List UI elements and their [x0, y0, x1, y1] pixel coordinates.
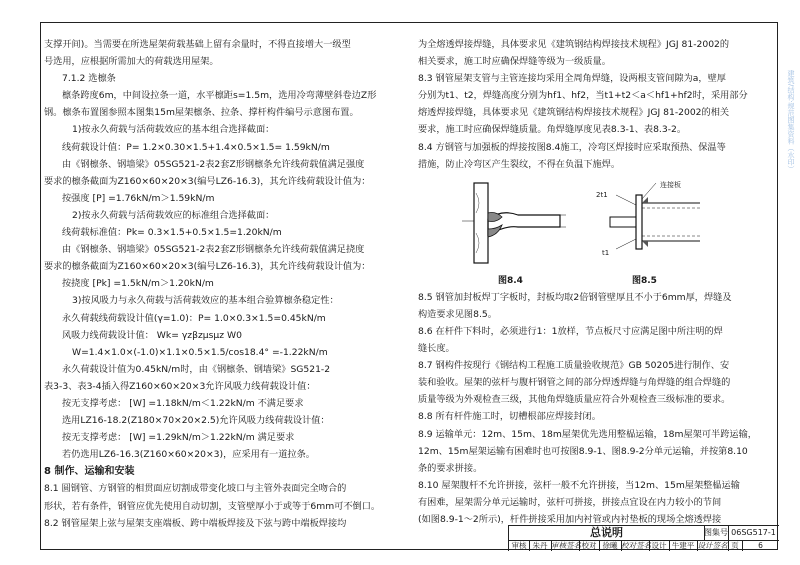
- right-top-text-line: 为全熔透焊接焊缝，具体要求见《建筑钢结构焊接技术规程》JGJ 81-2002的: [418, 39, 730, 50]
- left-text-line: 形状，若有条件，钢管应优先使用自动切割，支管壁厚小于或等于6mm可不倒口。: [44, 500, 381, 512]
- left-text-line: 3)按风吸力与永久荷载与活荷载效应的基本组合验算檩条稳定性：: [72, 295, 339, 307]
- checker-label: 校对: [579, 540, 600, 551]
- label-connection-plate: 连接板: [660, 180, 681, 189]
- left-text-line: 线荷载标准值：Pk= 0.3×1.5+0.5×1.5=1.20kN/m: [62, 227, 282, 239]
- right-bottom-text-line: 8.9 运输单元：12m、15m、18m屋架优先选用整榀运输，18m屋架可半跨运输，: [418, 428, 757, 440]
- left-text-line: 要求的檩条截面为Z160×60×20×3(编号LZ6-16.3)，其允许线荷载设计值为：: [44, 261, 371, 273]
- left-text-line: 7.1.2 选檩条: [62, 73, 116, 85]
- left-text-line: 选用LZ16-18.2(Z180×70×20×2.5)允许风吸力线荷载设计值：: [62, 415, 330, 427]
- label-t1: t1: [602, 248, 610, 257]
- title-block: [508, 525, 779, 551]
- sheet-title: 总说明: [509, 526, 705, 541]
- reviewer-label: 审核: [509, 540, 530, 551]
- label-2t1: 2t1: [596, 190, 608, 199]
- left-text-line: 钢。檩条布置图参照本图集15m屋架檩条、拉条、撑杆构件编号示意图布置。: [44, 107, 359, 119]
- page-number: 6: [758, 541, 763, 550]
- figure-8-5-caption: 图8.5: [632, 275, 657, 286]
- right-top-text-line: 8.4 方钢管与加强板的焊接按图8.4施工，冷弯区焊接时应采取预热、保温等: [418, 141, 726, 153]
- right-top-text-line: 相关要求，施工时应确保焊缝等级为一级质量。: [418, 56, 611, 68]
- right-top-text-line: 措施，防止冷弯区产生裂纹，不得在负温下施焊。: [418, 158, 621, 170]
- left-text-line: 按无支撑考虑： [W] =1.18kN/m＜1.22kN/m 不满足要求: [62, 397, 304, 409]
- right-top-text-line: 熔透焊接焊缝，具体要求见《建筑钢结构焊接技术规程》JGJ 81-2002的相关: [418, 107, 730, 119]
- right-bottom-text-line: 有困难，屋架需分单元运输时，弦杆可拼接，拼接点宜设在内力较小的节间: [418, 496, 722, 508]
- right-top-text-line: 分别为t1、t2，焊缝高度分别为hf1、hf2，当t1+t2＜a＜hf1+hf2时，采用部分: [418, 90, 748, 102]
- signature-row: [509, 540, 779, 551]
- left-text-line: 檩条跨度6m，中间设拉条一道，水平檩距s=1.5m，选用冷弯薄壁斜卷边Z形: [62, 90, 377, 102]
- left-text-line: 按挠度 [Pk] =1.5kN/m＞1.20kN/m: [62, 278, 214, 290]
- right-bottom-text-line: 条的要求拼接。: [418, 462, 483, 474]
- left-text-line: 永久荷载设计值为0.45kN/m时，由《钢檩条、钢墙梁》SG521-2: [62, 363, 331, 375]
- figure-8-4: [452, 173, 572, 286]
- left-column: [44, 36, 414, 532]
- right-bottom-text-line: 12m、15m屋架运输有困难时也可按图8.9-1、图8.9-2分单元运输，并按第8.10: [418, 445, 748, 457]
- right-bottom-text: [418, 289, 780, 528]
- right-bottom-text-line: 构造要求见图8.5。: [418, 308, 497, 320]
- left-text-line: 要求的檩条截面为Z160×60×20×3(编号LZ6-16.3)，其允许线荷载设计值为：: [44, 175, 371, 187]
- left-text-line: 8 制作、运输和安装: [44, 466, 135, 478]
- left-text-line: 1)按永久荷载与活荷载效应的基本组合选择截面：: [72, 124, 275, 136]
- left-text-line: 按无支撑考虑： [W] =1.29kN/m＞1.22kN/m 满足要求: [62, 432, 295, 444]
- checker-name: 徐曦: [599, 540, 622, 551]
- figure-8-5: [596, 177, 716, 286]
- left-text-line: 线荷载设计值：P= 1.2×0.30×1.5+1.4×0.5×1.5= 1.59kN/m: [62, 141, 330, 153]
- right-bottom-text-line: 8.7 钢构件按现行《钢结构工程施工质量验收规范》GB 50205进行制作、安: [418, 360, 730, 372]
- designer-name: 牛建平: [669, 540, 698, 551]
- left-text-line: 支撑开间)。当需要在所选屋架荷载基础上留有余量时，不得直接增大一级型: [44, 39, 351, 50]
- atlas-number: 06SG517-1: [728, 526, 779, 541]
- right-top-text-line: 8.3 钢管屋架支管与主管连接均采用全周角焊缝，设两根支管间隙为a，壁厚: [418, 73, 726, 85]
- end-plate-drawing: [596, 177, 716, 273]
- left-text-line: 号选用，应根据所需加大的荷载选用屋架。: [44, 56, 219, 68]
- left-text-line: 由《钢檩条、钢墙梁》05SG521-2表2套Z形钢檩条允许线荷载值满足强度: [62, 158, 365, 170]
- right-bottom-text-line: 质量等级为外观检查三级，其他角焊缝质量应符合外观检查三级标准的要求。: [418, 394, 731, 406]
- left-text-line: 永久荷载线荷载设计值(γ=1.0)：P= 1.0×0.3×1.5=0.45kN/m: [62, 312, 326, 324]
- left-text-line: 按强度 [P] =1.76kN/m＞1.59kN/m: [62, 192, 215, 204]
- figures-row: [418, 173, 780, 289]
- left-text-line: 风吸力线荷载设计值： Wk= γzβzμsμz W0: [62, 329, 242, 341]
- right-top-text: [418, 36, 780, 173]
- right-bottom-text-line: 8.6 在杆件下料时，必须进行1：1放样，节点板尺寸应满足图中所注明的焊: [418, 325, 723, 337]
- reviewer-name: 朱丹: [529, 540, 552, 551]
- weld-detail-drawing: [452, 173, 572, 271]
- right-bottom-text-line: 8.8 所有杆件施工时，切槽根部应焊接封闭。: [418, 411, 601, 423]
- right-bottom-text-line: (如图8.9-1～2所示)，杆件拼接采用加内衬管或内衬垫板的现场全熔透焊接: [418, 513, 722, 525]
- designer-label: 设计: [649, 540, 670, 551]
- left-text-line: 表3-3、表3-4插入得Z160×60×20×3允许风吸力线荷载设计值：: [44, 380, 316, 392]
- left-text-line: 8.2 钢管屋架上弦与屋架支座端板、跨中端板焊接及下弦与跨中端板焊接均: [44, 517, 347, 529]
- atlas-number-label: 图集号: [704, 526, 729, 541]
- left-text-line: 2)按永久荷载与活荷载效应的标准组合选择截面：: [72, 209, 275, 221]
- checker-signature: 校对签名: [621, 541, 651, 550]
- designer-signature: 设计签名: [697, 541, 728, 550]
- right-bottom-text-line: 8.10 屋架腹杆不允许拼接，弦杆一般不允许拼接，当12m、15m屋架整榀运输: [418, 479, 740, 491]
- left-text-line: 由《钢檩条、钢墙梁》05SG521-2表2套Z形钢檩条允许线荷载值满足挠度: [62, 244, 365, 256]
- right-bottom-text-line: 装和验收。屋架的弦杆与腹杆钢管之间的部分焊透焊缝与角焊缝的组合焊缝的: [418, 377, 731, 389]
- page-label: 页: [728, 540, 743, 551]
- right-bottom-text-line: 8.5 钢管加封板焊丁字板时，封板均取2倍钢管壁厚且不小于6mm厚，焊缝及: [418, 291, 732, 303]
- left-text-line: 若仍选用LZ6-16.3(Z160×60×20×3)，应采用有一道拉条。: [62, 449, 315, 461]
- left-text-line: W=1.4×1.0×(-1.0)×1.1×0.5×1.5/cos18.4° =-1.22kN/m: [72, 346, 328, 358]
- right-top-text-line: 要求，施工时应确保焊缝质量。角焊缝厚度见表8.3-1、表8.3-2。: [418, 124, 687, 136]
- side-watermark: 建筑/结构·规范图集资料（水印）: [787, 70, 795, 173]
- left-text-line: 8.1 圆钢管、方钢管的相贯面应切割成带变化坡口与主管外表面完全吻合的: [44, 483, 347, 495]
- figure-8-4-caption: 图8.4: [498, 275, 523, 286]
- reviewer-signature: 审核签名: [551, 541, 581, 550]
- right-column: [418, 36, 780, 528]
- right-bottom-text-line: 缝长度。: [418, 343, 455, 355]
